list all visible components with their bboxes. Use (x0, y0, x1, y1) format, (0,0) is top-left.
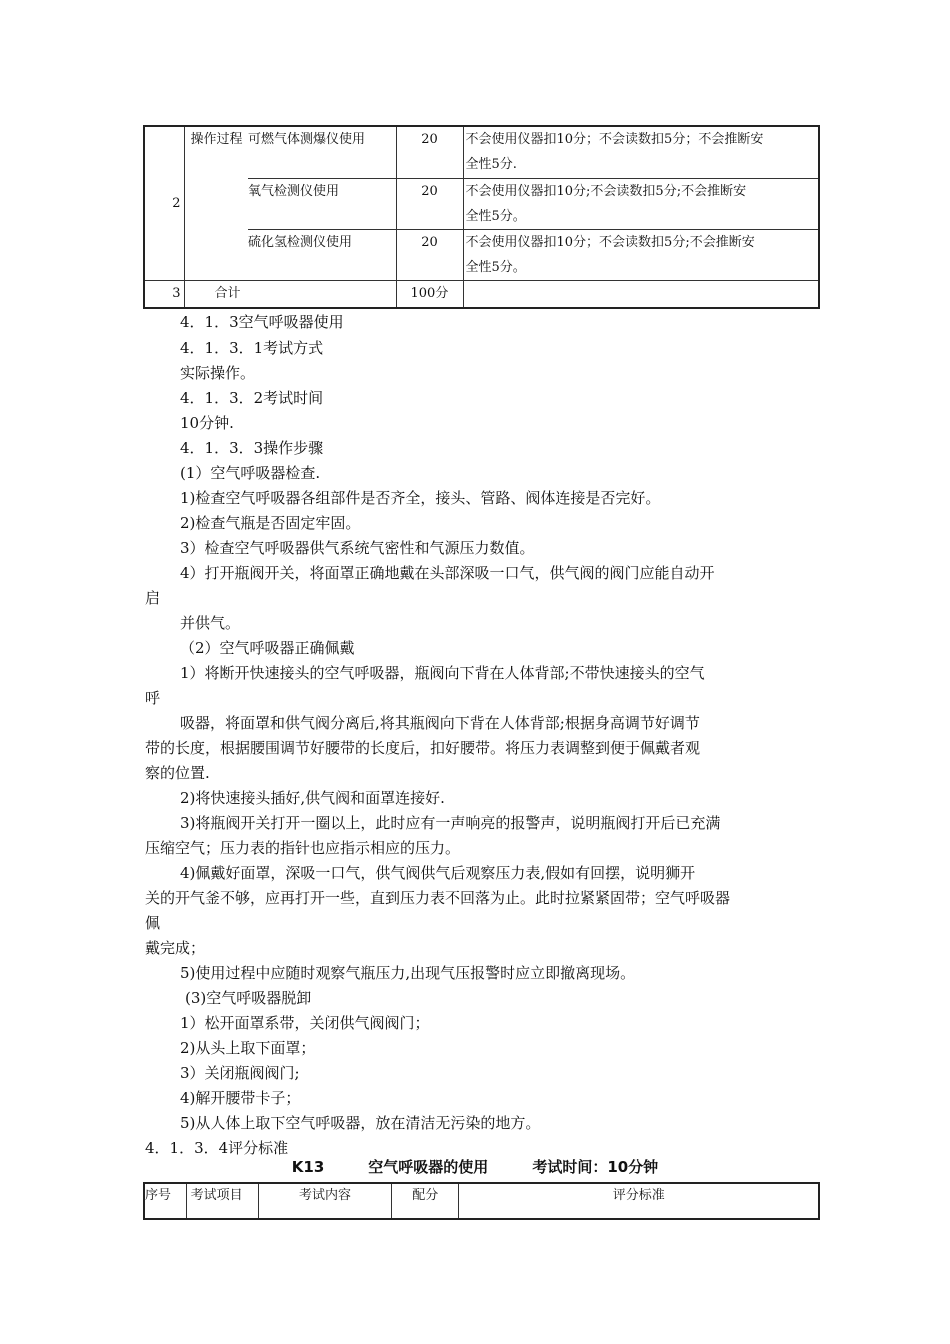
criteria-line: 不会使用仪器扣10分;不会读数扣5分;不会推断安 (465, 183, 747, 199)
seq-cell: 2 (144, 126, 184, 280)
score-cell: 20 (396, 126, 463, 178)
text-line: 启 (145, 589, 161, 607)
subsection-heading: 4．1．3．2考试时间 (180, 389, 324, 407)
table-title (0, 1156, 950, 1177)
criteria-line: 全性5分。 (465, 208, 526, 224)
header-criteria: 评分标准 (459, 1183, 819, 1219)
text-line: 4)解开腰带卡子； (180, 1089, 301, 1107)
text-line: 带的长度，根据腰围调节好腰带的长度后，扣好腰带。将压力表调整到便于佩戴者观 (145, 739, 701, 757)
text-line: 3)将瓶阀开关打开一圈以上，此时应有一声响亮的报警声，说明瓶阀打开后已充满 (180, 814, 721, 832)
step-heading: (1）空气呼吸器检查. (180, 464, 321, 482)
text-line: 4)佩戴好面罩，深吸一口气，供气阀供气后观察压力表,假如有回摆，说明狮开 (180, 864, 696, 882)
content-cell: 氧气检测仪使用 (248, 178, 396, 229)
text-line: 关的开气釜不够，应再打开一些，直到压力表不回落为止。此时拉紧紧固带；空气呼吸器 (145, 889, 731, 907)
total-label-cell: 合计 (184, 280, 396, 308)
text-line: 察的位置. (145, 764, 210, 782)
score-cell: 20 (396, 178, 463, 229)
criteria-cell (463, 178, 819, 229)
criteria-line: 全性5分. (465, 157, 517, 172)
text-line: 佩 (145, 914, 161, 932)
text-line: 1）将断开快速接头的空气呼吸器，瓶阀向下背在人体背部;不带快速接头的空气 (180, 664, 705, 682)
text-line: 5)从人体上取下空气呼吸器，放在清洁无污染的地方。 (180, 1114, 541, 1132)
scoring-table-header (143, 1182, 820, 1220)
text-line: 10分钟. (180, 414, 234, 432)
text-line: 2)检查气瓶是否固定牢固。 (180, 514, 361, 532)
subsection-heading: 4．1．3．4评分标准 (145, 1139, 289, 1157)
text-line: 2)从头上取下面罩； (180, 1039, 316, 1057)
content-cell: 硫化氢检测仪使用 (248, 229, 396, 280)
scoring-table-continued (143, 125, 820, 309)
table-time: 考试时间：10分钟 (532, 1158, 659, 1176)
text-line: 4）打开瓶阀开关，将面罩正确地戴在头部深吸一口气，供气阀的阀门应能自动开 (180, 564, 715, 582)
text-line: 1)检查空气呼吸器各组部件是否齐全，接头、管路、阀体连接是否完好。 (180, 489, 661, 507)
total-score-cell: 100分 (396, 280, 463, 308)
header-item: 考试项目 (186, 1183, 258, 1219)
text-line: 并供气。 (180, 614, 241, 632)
text-line: 1）松开面罩系带，关闭供气阀阀门； (180, 1014, 430, 1032)
subsection-heading: 4．1．3．1考试方式 (180, 339, 324, 357)
header-seq: 序号 (144, 1183, 186, 1219)
total-seq-cell: 3 (144, 280, 184, 308)
text-line: 吸器，将面罩和供气阀分离后,将其瓶阀向下背在人体背部;根据身高调节好调节 (180, 714, 700, 732)
criteria-cell (463, 229, 819, 280)
step-heading: （2）空气呼吸器正确佩戴 (180, 639, 355, 657)
score-cell: 20 (396, 229, 463, 280)
text-line: 实际操作。 (180, 364, 256, 382)
subsection-heading: 4．1．3．3操作步骤 (180, 439, 324, 457)
criteria-cell (463, 126, 819, 178)
text-line: 戴完成； (145, 939, 206, 957)
criteria-line: 不会使用仪器扣10分；不会读数扣5分;不会推断安 (465, 234, 755, 250)
total-criteria-cell (463, 280, 819, 308)
content-cell: 可燃气体测爆仪使用 (248, 126, 396, 178)
step-heading: (3)空气呼吸器脱卸 (185, 989, 312, 1007)
table-code: K13 (291, 1158, 325, 1176)
header-content: 考试内容 (258, 1183, 391, 1219)
text-line: 3）关闭瓶阀阀门; (180, 1064, 300, 1082)
text-line: 压缩空气；压力表的指针也应指示相应的压力。 (145, 839, 461, 857)
text-line: 呼 (145, 689, 161, 707)
text-line: 3）检查空气呼吸器供气系统气密性和气源压力数值。 (180, 539, 535, 557)
text-line: 5)使用过程中应随时观察气瓶压力,出现气压报警时应立即撤离现场。 (180, 964, 636, 982)
text-line: 2)将快速接头插好,供气阀和面罩连接好. (180, 789, 445, 807)
criteria-line: 不会使用仪器扣10分；不会读数扣5分；不会推断安 (465, 132, 764, 147)
criteria-line: 全性5分。 (465, 259, 526, 275)
item-cell: 操作过程 (184, 126, 248, 280)
section-heading: 4．1．3空气呼吸器使用 (180, 313, 344, 331)
table-name: 空气呼吸器的使用 (368, 1158, 489, 1176)
header-score: 配分 (392, 1183, 459, 1219)
